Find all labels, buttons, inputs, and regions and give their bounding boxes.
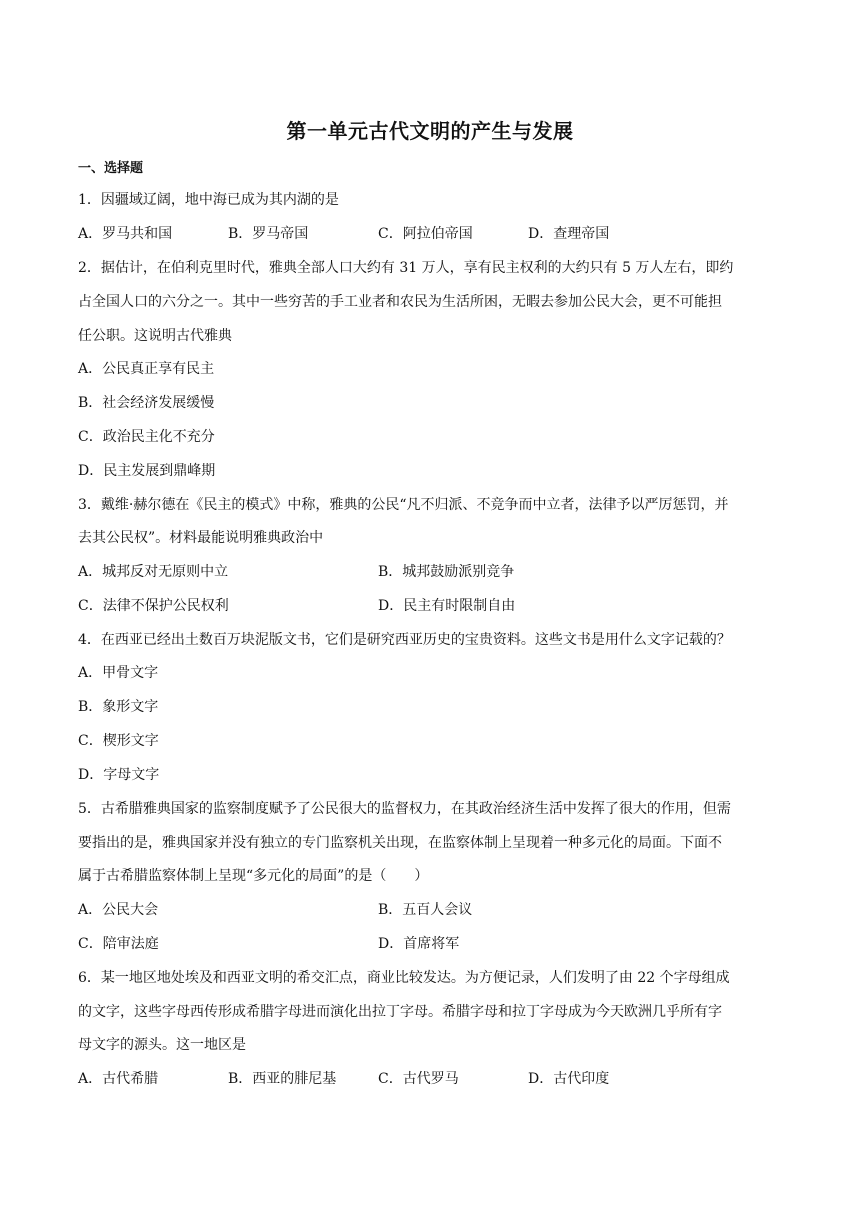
q2-option-a: A．公民真正享有民主: [78, 361, 215, 377]
question-5-stem-line2: 要指出的是，雅典国家并没有独立的专门监察机关出现，在监察体制上呈现着一种多元化的局面。下面不: [78, 835, 722, 851]
q4-option-b: B．象形文字: [78, 699, 159, 715]
question-5-stem-line1: 5．古希腊雅典国家的监察制度赋予了公民很大的监督权力，在其政治经济生活中发挥了很大的作用，但需: [78, 801, 731, 817]
question-5-stem-line3: 属于古希腊监察体制上呈现“多元化的局面”的是（ ）: [78, 868, 429, 884]
q4-option-d: D．字母文字: [78, 767, 160, 783]
q1-option-d: D．查理帝国: [528, 226, 610, 242]
q2-option-c: C．政治民主化不充分: [78, 429, 215, 445]
q3-option-a: A．城邦反对无原则中立: [78, 564, 229, 580]
q3-option-d: D．民主有时限制自由: [378, 598, 516, 614]
q1-option-a: A．罗马共和国: [78, 226, 173, 242]
question-6-stem-line3: 母文字的源头。这一地区是: [78, 1037, 246, 1053]
q4-option-c: C．楔形文字: [78, 733, 159, 749]
q6-option-d: D．古代印度: [528, 1071, 610, 1087]
page-title: 第一单元古代文明的产生与发展: [286, 119, 574, 143]
q1-option-c: C．阿拉伯帝国: [378, 226, 473, 242]
q3-option-b: B．城邦鼓励派别竞争: [378, 564, 515, 580]
question-2-stem-line2: 占全国人口的六分之一。其中一些穷苦的手工业者和农民为生活所困，无暇去参加公民大会，更不可能担: [78, 294, 722, 310]
question-6-stem-line1: 6．某一地区地处埃及和西亚文明的希交汇点，商业比较发达。为方便记录，人们发明了由 22 个字母组成: [78, 970, 730, 986]
section-heading: 一、选择题: [78, 161, 144, 176]
q2-option-d: D．民主发展到鼎峰期: [78, 463, 216, 479]
q3-option-c: C．法律不保护公民权利: [78, 598, 229, 614]
question-2-stem-line1: 2．据估计，在伯利克里时代，雅典全部人口大约有 31 万人，享有民主权利的大约只有 5 万人左右，即约: [78, 260, 734, 276]
q4-option-a: A．甲骨文字: [78, 665, 159, 681]
q5-option-d: D．首席将军: [378, 936, 460, 952]
q6-option-a: A．古代希腊: [78, 1071, 159, 1087]
q1-option-b: B．罗马帝国: [228, 226, 309, 242]
question-6-stem-line2: 的文字，这些字母西传形成希腊字母进而演化出拉丁字母。希腊字母和拉丁字母成为今天欧洲几乎所有字: [78, 1004, 722, 1020]
question-3-stem-line1: 3．戴维·赫尔德在《民主的模式》中称，雅典的公民“凡不归派、不竞争而中立者，法律予以严厉惩罚，并: [78, 497, 729, 513]
question-4-stem: 4．在西亚已经出土数百万块泥版文书，它们是研究西亚历史的宝贵资料。这些文书是用什么文字记载的？: [78, 632, 731, 648]
q6-option-b: B．西亚的腓尼基: [228, 1071, 337, 1087]
question-2-stem-line3: 任公职。这说明古代雅典: [78, 328, 232, 344]
q5-option-a: A．公民大会: [78, 902, 159, 918]
q6-option-c: C．古代罗马: [378, 1071, 459, 1087]
question-1-stem: 1．因疆域辽阔，地中海已成为其内湖的是: [78, 192, 339, 208]
q2-option-b: B．社会经济发展缓慢: [78, 395, 215, 411]
q5-option-b: B．五百人会议: [378, 902, 473, 918]
q5-option-c: C．陪审法庭: [78, 936, 159, 952]
question-3-stem-line2: 去其公民权”。材料最能说明雅典政治中: [78, 530, 324, 546]
